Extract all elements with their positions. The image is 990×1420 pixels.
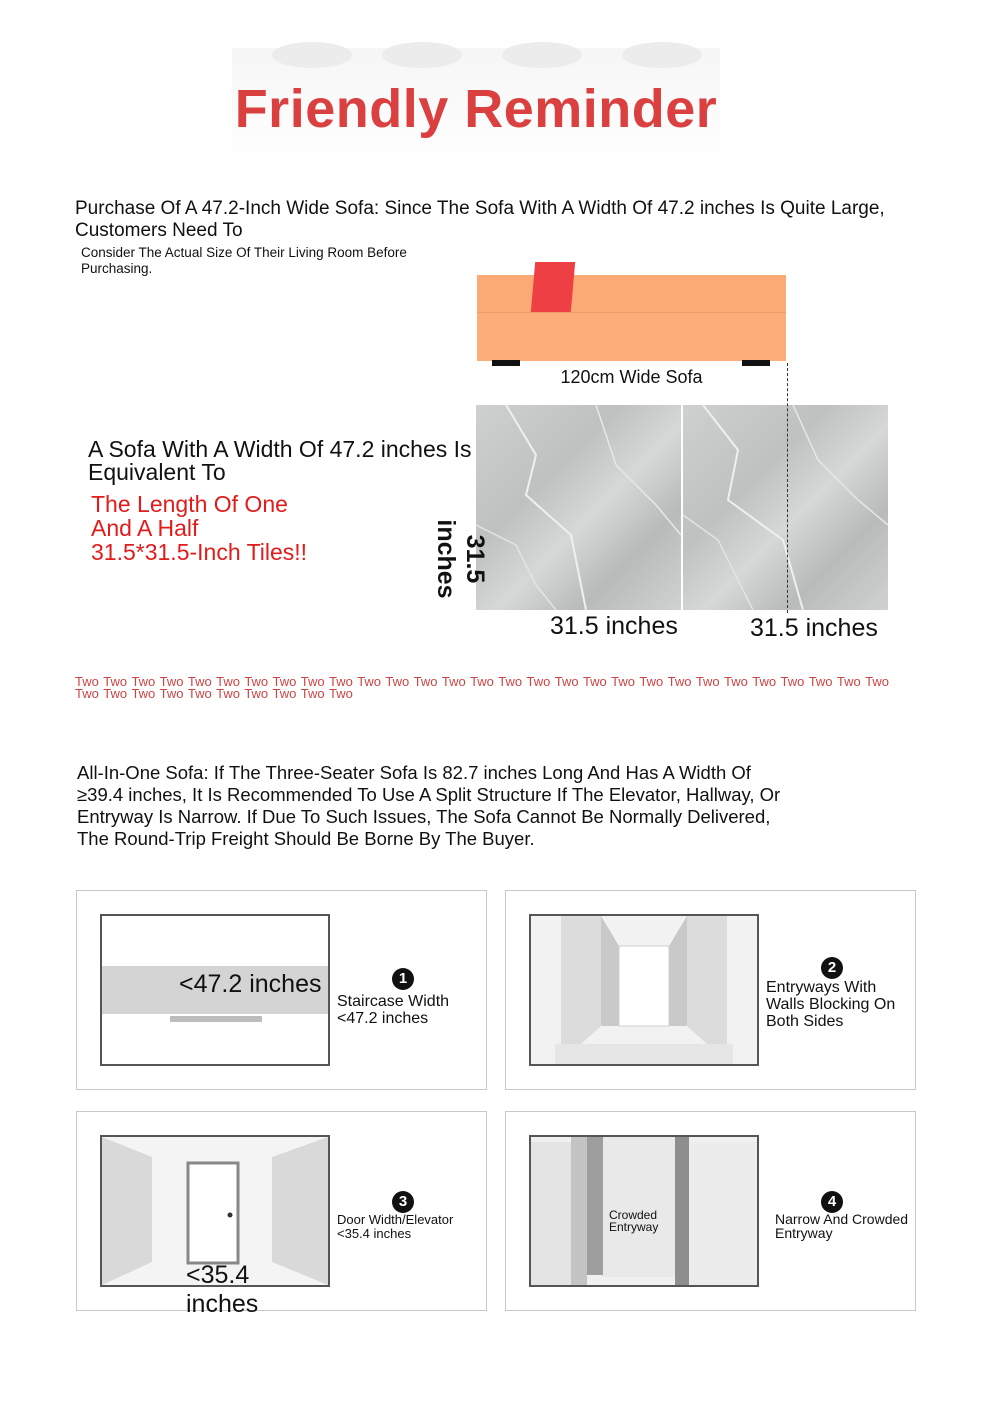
sofa-caption: 120cm Wide Sofa: [560, 367, 703, 387]
tile-comparison-text: [91, 492, 411, 564]
cloud-decoration: [382, 42, 462, 68]
number-badge-4: 4: [821, 1191, 843, 1213]
sofa-width-marker: [787, 363, 788, 613]
scenario-card-crowded: [505, 1111, 916, 1311]
entryway-illustration: [529, 914, 759, 1066]
crowded-entryway-illustration: [529, 1135, 759, 1287]
door-width-label: <35.4 inches: [186, 1261, 259, 1318]
equivalence-text: A Sofa With A Width Of 47.2 inches Is Equivalent To: [88, 436, 472, 485]
red-line-2: And A Half: [91, 515, 199, 541]
staircase-illustration: [100, 914, 330, 1066]
sofa-leg: [492, 360, 520, 366]
number-badge-2: 2: [821, 957, 843, 979]
scenario-caption: Door Width/Elevator <35.4 inches: [337, 1212, 454, 1241]
scenario-card-staircase: [76, 890, 487, 1090]
staircase-width-label: <47.2 inches: [179, 970, 322, 998]
page-title: Friendly Reminder: [234, 79, 718, 139]
cloud-decoration: [272, 42, 352, 68]
cloud-decoration: [502, 42, 582, 68]
number-badge-3: 3: [392, 1191, 414, 1213]
repeated-text: Two Two Two Two Two Two Two Two Two Two Two Two Two Two Two Two Two Two Two Two Two Two Two Two Two Two Two Two Two Two Two Two Two Two Two Two Two Two Two: [75, 674, 889, 701]
tile-width-label: 31.5 inches: [550, 612, 678, 640]
crowded-entryway-label: Crowded Entryway: [609, 1208, 659, 1234]
intro-text: Purchase Of A 47.2-Inch Wide Sofa: Since The Sofa With A Width Of 47.2 inches Is Quite Large, Customers Need To: [75, 198, 885, 241]
red-line-3: 31.5*31.5-Inch Tiles!!: [91, 539, 308, 565]
tile-height-label: 31.5 inches: [432, 519, 489, 599]
sofa-pillow: [531, 262, 575, 312]
scenario-caption: Staircase Width <47.2 inches: [337, 993, 450, 1027]
number-badge-1: 1: [392, 968, 414, 990]
sofa-seat: [477, 312, 786, 361]
tile-width-label: 31.5 inches: [750, 614, 878, 642]
scenario-card-entryway: [505, 890, 916, 1090]
scenario-card-door: [76, 1111, 487, 1318]
marble-tile: [683, 405, 888, 610]
sofa-leg: [742, 360, 770, 366]
delivery-notice: All-In-One Sofa: If The Three-Seater Sofa Is 82.7 inches Long And Has A Width Of ≥39.4 inches, It Is Recommended To Use A Split Structure If The Elevator, Hallway, Or Entryway Is Narrow. If Due To Such Issues, The Sofa Cannot Be Normally Delivered, The Round-Trip Freight Should Be Borne By The Buyer.: [77, 762, 781, 849]
door-illustration: [100, 1135, 330, 1318]
marble-tile: [476, 405, 681, 610]
scenario-caption: Narrow And Crowded Entryway: [775, 1211, 909, 1241]
red-line-1: The Length Of One: [91, 491, 288, 517]
intro-subtext: Consider The Actual Size Of Their Living Room Before Purchasing.: [81, 245, 407, 276]
cloud-decoration: [622, 42, 702, 68]
scenario-caption: Entryways With Walls Blocking On Both Sides: [766, 979, 896, 1030]
